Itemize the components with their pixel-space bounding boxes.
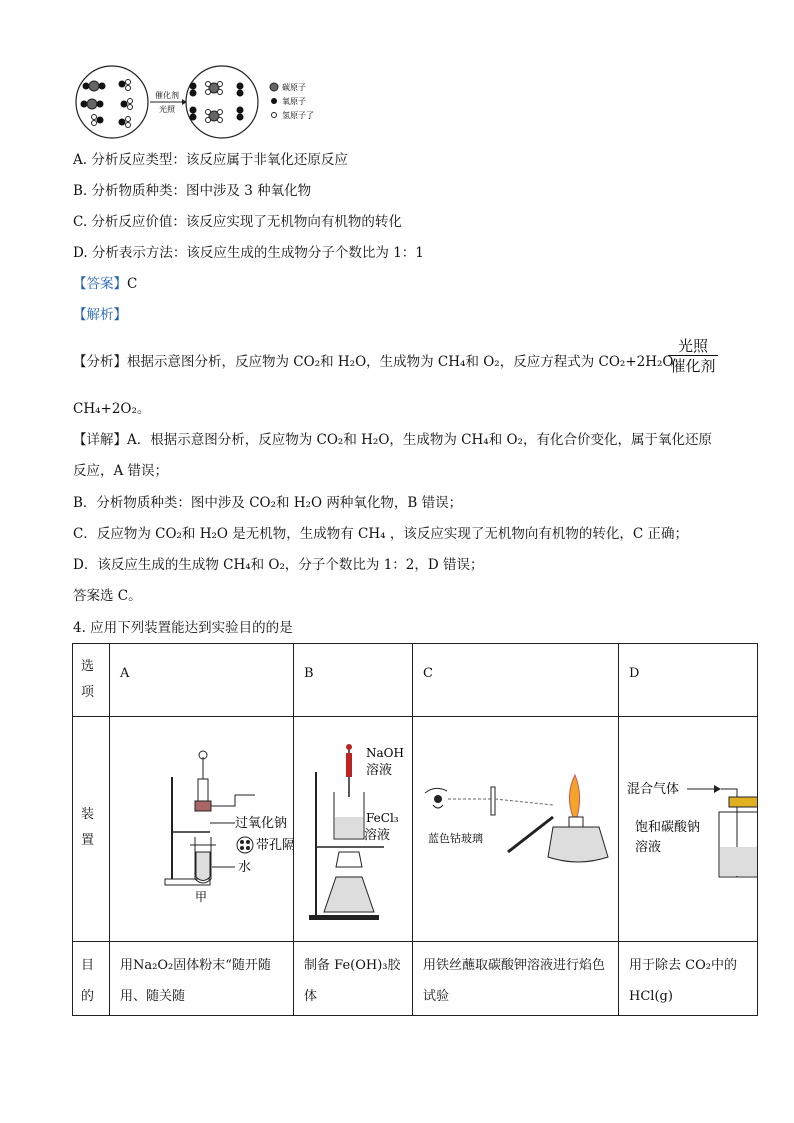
label-fecl3: FeCl₃ <box>366 811 399 825</box>
answer-line <box>73 274 137 294</box>
fenxi-text: 根据示意图分析，反应物为 CO₂和 H₂O，生成物为 CH₄和 O₂，反应方程式为 CO₂+2H₂O <box>127 354 674 370</box>
label-sodium-peroxide: 过氧化钠 <box>235 816 288 831</box>
arrow-bottom-label: 光照 <box>159 105 175 114</box>
xiangjie-b: B．分析物质种类：图中涉及 CO₂和 H₂O 两种氧化物，B 错误； <box>73 495 463 511</box>
condition-bottom: 催化剂 <box>670 357 716 375</box>
header-d: D <box>619 644 758 717</box>
apparatus-b <box>294 717 413 942</box>
legend-oxygen: 氧原子 <box>282 97 306 106</box>
purpose-d: 用于除去 CO₂中的HCl(g) <box>619 942 758 1016</box>
label-naoh-solution: 溶液 <box>366 763 393 778</box>
choice-d: D. 分析表示方法：该反应生成的生成物分子个数比为 1：1 <box>73 245 424 261</box>
condition-top: 光照 <box>668 337 718 356</box>
xiangjie-line1 <box>73 430 712 450</box>
label-naoh: NaOH <box>366 746 404 760</box>
apparatus-c <box>413 717 619 942</box>
xiangjie-line2: 反应，A 错误； <box>73 463 169 479</box>
reaction-condition <box>668 337 718 376</box>
label-mixed-gas: 混合气体 <box>627 782 680 797</box>
label-jia: 甲 <box>195 890 208 904</box>
label-water: 水 <box>238 860 252 875</box>
row-label-option: 选 项 <box>73 644 110 717</box>
answer-value: C <box>127 276 138 292</box>
legend-carbon: 碳原子 <box>282 83 306 92</box>
fenxi-tag: 【分析】 <box>73 354 127 370</box>
purpose-a: 用Na₂O₂固体粉末“随开随用、随关随 <box>110 942 294 1016</box>
apparatus-c-drawing <box>413 717 618 937</box>
xiangjie-text1: A．根据示意图分析，反应物为 CO₂和 H₂O，生成物为 CH₄和 O₂，有化合价变化，属于氧化还原 <box>127 432 712 448</box>
analysis-tag: 【解析】 <box>73 307 127 323</box>
row-label-purpose: 目 的 <box>73 942 110 1016</box>
apparatus-d-drawing <box>619 717 757 937</box>
choice-b: B. 分析物质种类：图中涉及 3 种氧化物 <box>73 183 312 199</box>
apparatus-b-drawing <box>294 717 412 937</box>
header-c: C <box>413 644 619 717</box>
header-a: A <box>110 644 294 717</box>
label-na2co3-solution: 溶液 <box>635 840 662 855</box>
xiangjie-c: C．反应物为 CO₂和 H₂O 是无机物，生成物有 CH₄ ，该反应实现了无机物向有机物的转化，C 正确； <box>73 526 688 542</box>
xiangjie-d: D．该反应生成的生成物 CH₄和 O₂，分子个数比为 1：2，D 错误； <box>73 557 484 573</box>
reaction-diagram <box>70 62 330 144</box>
label-fecl3-solution: 溶液 <box>364 828 391 843</box>
legend-hydrogen: 氢原子了 <box>282 111 314 120</box>
apparatus-d <box>619 717 758 942</box>
label-saturated-na2co3: 饱和碳酸钠 <box>635 820 701 835</box>
xiangjie-tag: 【详解】 <box>73 432 127 448</box>
purpose-b: 制备 Fe(OH)₃胶体 <box>294 942 413 1016</box>
question4-title: 4. 应用下列装置能达到实验目的的是 <box>73 620 293 636</box>
purpose-c: 用铁丝蘸取碳酸钾溶液进行焰色试验 <box>413 942 619 1016</box>
arrow-top-label: 催化剂 <box>155 91 179 100</box>
apparatus-a <box>110 717 294 942</box>
options-table <box>72 643 758 1016</box>
choice-c: C. 分析反应价值：该反应实现了无机物向有机物的转化 <box>73 214 402 230</box>
fenxi-line <box>73 352 673 372</box>
fenxi-product: CH₄+2O₂。 <box>73 401 151 417</box>
xiangjie-conclusion: 答案选 C。 <box>73 588 142 604</box>
header-b: B <box>294 644 413 717</box>
apparatus-a-drawing <box>110 717 293 937</box>
answer-tag: 【答案】 <box>73 276 127 292</box>
choice-a: A. 分析反应类型：该反应属于非氧化还原反应 <box>73 152 348 168</box>
label-perforated-plate: 带孔隔 <box>256 838 293 853</box>
label-cobalt-glass: 蓝色钴玻璃 <box>428 832 483 845</box>
row-label-device: 装 置 <box>73 717 110 942</box>
products-circle <box>186 66 258 138</box>
